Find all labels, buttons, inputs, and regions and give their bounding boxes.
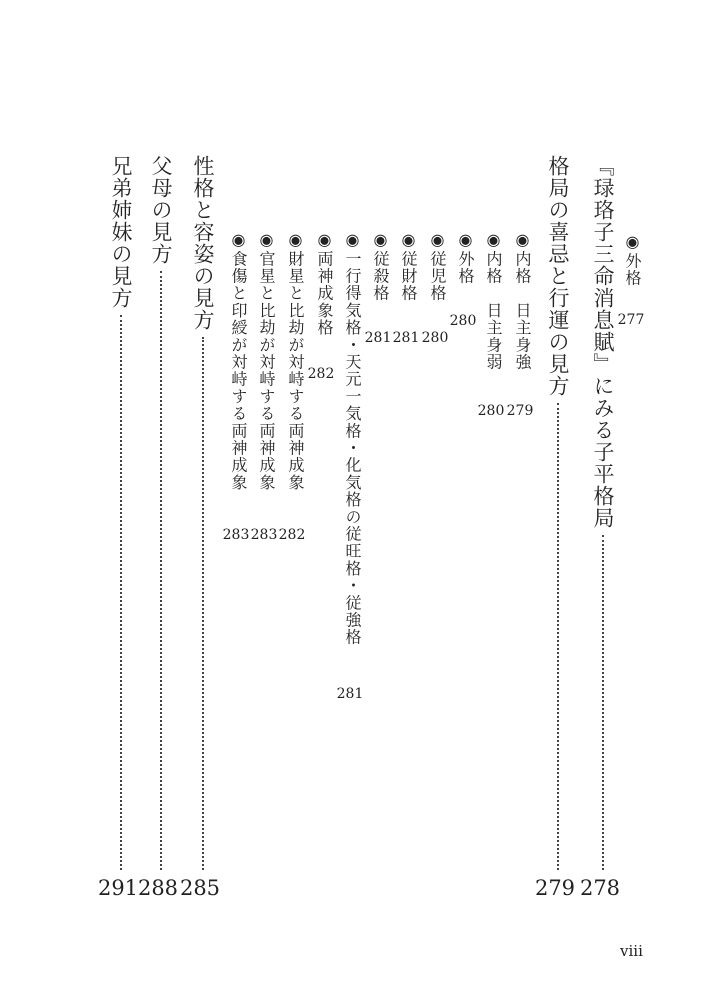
page-number: 280 [421,330,449,346]
page-number: 281 [364,330,392,346]
page-number: 288 [137,876,179,900]
toc-subitem[interactable]: ◉食傷と印綬が対峙する両神成象 [229,230,248,491]
page-number: 278 [579,876,621,900]
toc-subitem[interactable]: ◉内格 日主身強 [513,230,532,371]
page-number: 283 [250,527,278,543]
toc-subitem[interactable]: ◉従財格 [399,230,418,302]
dot-leader [557,403,559,870]
section-title: 格局の喜忌と行運の見方 [546,155,570,397]
page-number: 282 [278,527,306,543]
page-number: 285 [179,876,221,900]
toc-subitem[interactable]: ◉両神成象格 [315,230,334,337]
toc-subitem[interactable]: ◉外格 [456,230,475,285]
dot-leader [160,271,162,870]
toc-subitem[interactable]: ◉従児格 [428,230,447,302]
section-title: 『琭珞子三命消息賦』にみる子平格局 [591,155,615,529]
page-number: 283 [222,527,250,543]
section-title: 性格と容姿の見方 [191,155,215,331]
section-title: 父母の見方 [149,155,173,265]
toc-subitem[interactable]: ◉官星と比劫が対峙する両神成象 [257,230,276,491]
toc-section[interactable] [543,155,573,870]
page-number: 281 [336,686,364,702]
dot-leader [202,337,204,870]
page-number: 280 [449,313,477,329]
page-number: 279 [534,876,576,900]
toc-section[interactable] [146,155,176,870]
page-number: 291 [97,876,139,900]
toc-section[interactable] [188,155,218,870]
folio-page-number: viii [620,942,643,960]
page-number: 277 [617,312,645,328]
page-number: 281 [392,330,420,346]
dot-leader [602,535,604,870]
dot-leader [120,315,122,870]
page-number: 279 [506,403,534,419]
toc-subitem[interactable]: ◉内格 日主身弱 [484,230,503,371]
toc-subitem[interactable]: ◉財星と比劫が対峙する両神成象 [286,230,305,491]
page-number: 280 [477,403,505,419]
page-number: 282 [307,366,335,382]
section-title: 兄弟姉妹の見方 [109,155,133,309]
toc-section[interactable] [588,155,618,870]
toc-subitem[interactable]: ◉一行得気格・天元一気格・化気格の従旺格・従強格 [343,230,362,646]
toc-subitem[interactable]: ◉外格 [623,232,642,287]
toc-section[interactable] [106,155,136,870]
toc-subitem[interactable]: ◉従殺格 [371,230,390,302]
